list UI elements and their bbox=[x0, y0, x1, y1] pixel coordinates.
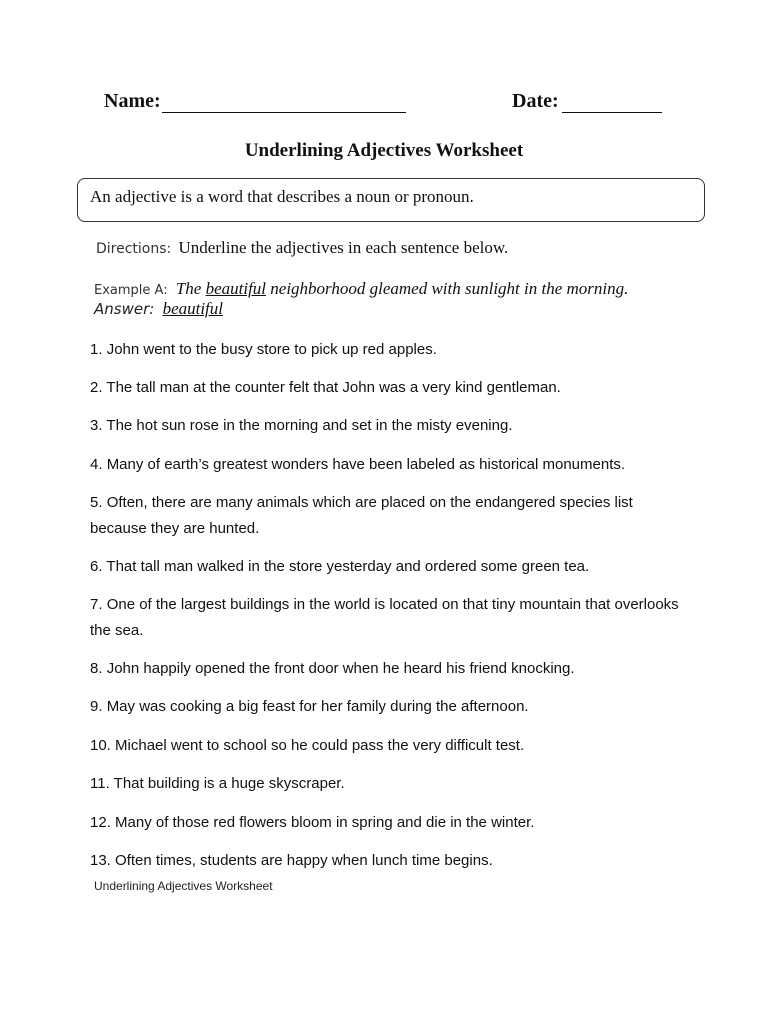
question-text: Michael went to school so he could pass the very difficult test. bbox=[115, 737, 525, 754]
question-number: 10. bbox=[90, 737, 111, 754]
question-number: 6. bbox=[90, 558, 103, 575]
example-underlined-word: beautiful bbox=[205, 279, 267, 298]
question-text: Often, there are many animals which are placed on the endangered species list because they are hunted. bbox=[90, 494, 633, 537]
question-text: The hot sun rose in the morning and set in the misty evening. bbox=[106, 417, 513, 434]
question-number: 4. bbox=[90, 456, 103, 473]
question-number: 3. bbox=[90, 417, 103, 434]
footer-text: Underlining Adjectives Worksheet bbox=[94, 879, 273, 893]
definition-box bbox=[77, 178, 705, 222]
example-line bbox=[94, 279, 628, 299]
question-text: Often times, students are happy when lunch time begins. bbox=[115, 852, 493, 869]
answer-line bbox=[94, 299, 223, 319]
question-item bbox=[90, 490, 690, 542]
question-text: That tall man walked in the store yesterday and ordered some green tea. bbox=[106, 558, 590, 575]
question-number: 11. bbox=[90, 775, 110, 792]
question-text: May was cooking a big feast for her family during the afternoon. bbox=[106, 698, 529, 715]
example-post: neighborhood gleamed with sunlight in the morning. bbox=[270, 279, 629, 298]
question-text: One of the largest buildings in the world is located on that tiny mountain that overlooks the sea. bbox=[90, 596, 679, 639]
question-item bbox=[90, 413, 690, 439]
question-number: 1. bbox=[90, 341, 103, 358]
date-blank-line bbox=[562, 90, 662, 113]
directions-label: Directions: bbox=[96, 241, 172, 257]
name-blank-line bbox=[162, 90, 406, 113]
example-pre: The bbox=[175, 279, 202, 298]
question-text: That building is a huge skyscraper. bbox=[113, 775, 345, 792]
date-label: Date: bbox=[512, 90, 559, 112]
question-item bbox=[90, 452, 690, 478]
directions bbox=[96, 238, 508, 258]
question-item bbox=[90, 337, 690, 363]
question-item bbox=[90, 592, 690, 644]
question-item bbox=[90, 694, 690, 720]
question-item bbox=[90, 771, 690, 797]
question-item bbox=[90, 810, 690, 836]
question-item bbox=[90, 375, 690, 401]
question-item bbox=[90, 554, 690, 580]
question-text: Many of those red flowers bloom in spring and die in the winter. bbox=[115, 814, 535, 831]
question-number: 13. bbox=[90, 852, 111, 869]
question-item bbox=[90, 733, 690, 759]
question-text: John went to the busy store to pick up red apples. bbox=[106, 341, 437, 358]
directions-text: Underline the adjectives in each sentence below. bbox=[178, 238, 509, 257]
question-text: Many of earth’s greatest wonders have been labeled as historical monuments. bbox=[106, 456, 626, 473]
definition-text: An adjective is a word that describes a noun or pronoun. bbox=[90, 187, 474, 206]
question-number: 5. bbox=[90, 494, 103, 511]
worksheet-title: Underlining Adjectives Worksheet bbox=[244, 140, 524, 161]
question-number: 12. bbox=[90, 814, 111, 831]
header-row bbox=[104, 90, 664, 118]
question-item bbox=[90, 656, 690, 682]
question-number: 9. bbox=[90, 698, 103, 715]
question-text: The tall man at the counter felt that John was a very kind gentleman. bbox=[106, 379, 561, 396]
example-label: Example A: bbox=[94, 283, 168, 298]
question-text: John happily opened the front door when he heard his friend knocking. bbox=[106, 660, 575, 677]
question-item bbox=[90, 848, 690, 874]
question-number: 8. bbox=[90, 660, 103, 677]
question-number: 7. bbox=[90, 596, 103, 613]
name-label: Name: bbox=[104, 90, 161, 112]
answer-label: Answer: bbox=[94, 300, 155, 318]
question-number: 2. bbox=[90, 379, 103, 396]
answer-value: beautiful bbox=[162, 299, 224, 318]
